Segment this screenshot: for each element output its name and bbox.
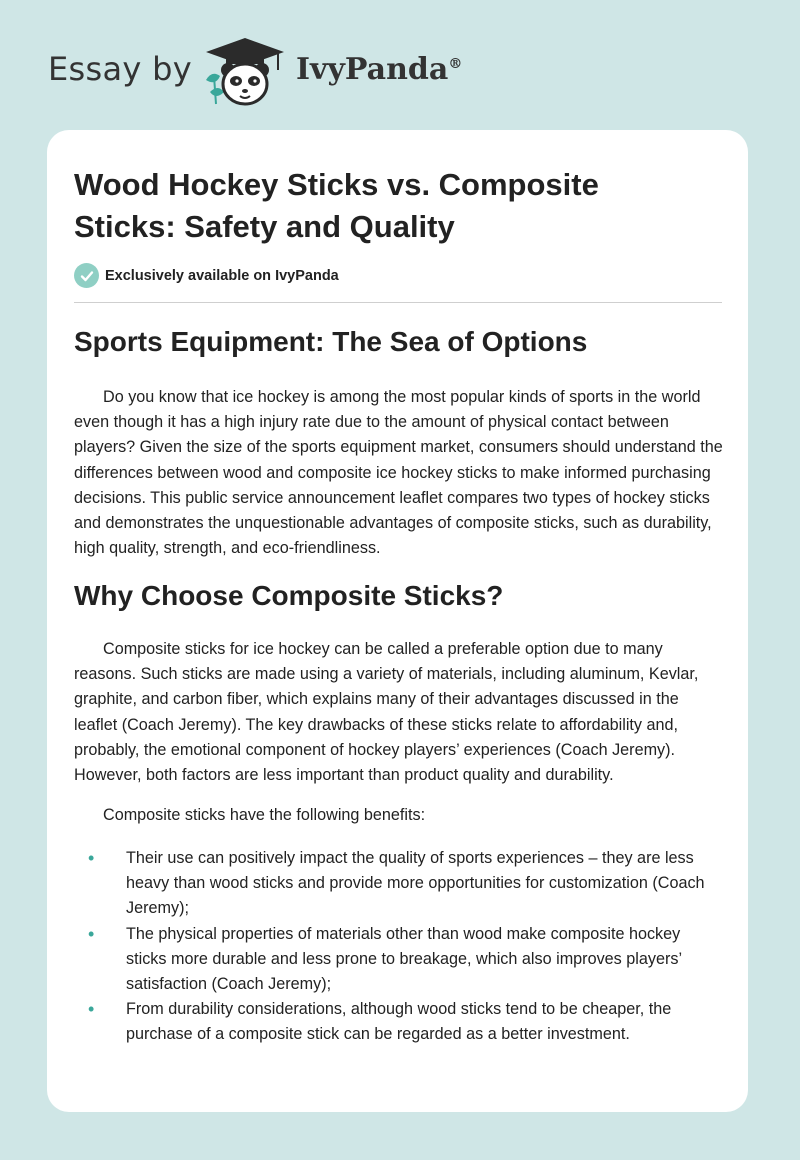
list-item	[74, 997, 724, 1047]
registered-mark: ®	[448, 56, 463, 72]
list-item	[74, 922, 724, 998]
essay-by-label: Essay by	[48, 50, 192, 88]
divider	[74, 302, 722, 303]
paragraph: Composite sticks for ice hockey can be called a preferable option due to many reasons. Such sticks are made using a variety of materials, including aluminum, Kevlar, graphite, and carbon fiber, which explains many of their advantages discussed in the leaflet (Coach Jeremy). The key drawbacks of these sticks relate to affordability and, probably, the emotional component of hockey players’ experiences (Coach Jeremy). However, both factors are less important than product quality and durability.	[74, 640, 699, 785]
panda-logo-icon[interactable]	[200, 36, 290, 108]
benefits-list	[74, 846, 724, 1048]
check-icon	[74, 263, 99, 288]
paragraph: Do you know that ice hockey is among the most popular kinds of sports in the world even though it has a high injury rate due to the amount of physical contact between players? Given the size of the sports equipment market, consumers should understand the differences between wood and composite ice hockey sticks to make informed purchasing decisions. This public service announcement leaflet compares two types of hockey sticks and demonstrates the unquestionable advantages of composite sticks, such as durability, high quality, strength, and eco-friendliness.	[74, 388, 723, 558]
bullet-icon: •	[88, 848, 95, 868]
badge-label: Exclusively available on IvyPanda	[105, 267, 339, 284]
list-item-text: From durability considerations, although wood sticks tend to be cheaper, the purchase of a composite stick can be regarded as a better investment.	[126, 1000, 672, 1044]
brand-text: IvyPanda	[296, 52, 449, 87]
brand-name[interactable]	[296, 52, 462, 87]
section-heading: Sports Equipment: The Sea of Options	[74, 326, 588, 357]
page-title: Wood Hockey Sticks vs. Composite Sticks: Safety and Quality	[74, 167, 599, 244]
paragraph: Composite sticks have the following benefits:	[103, 806, 426, 824]
section-heading: Why Choose Composite Sticks?	[74, 580, 504, 611]
list-item	[74, 846, 724, 922]
bullet-icon: •	[88, 923, 95, 944]
exclusive-badge	[74, 263, 339, 288]
article-card	[47, 130, 748, 1112]
site-header	[0, 0, 800, 130]
list-item-text: The physical properties of materials other than wood make composite hockey sticks more durable and less prone to breakage, which also improves players’ satisfaction (Coach Jeremy);	[126, 924, 682, 994]
list-item-text: Their use can positively impact the quality of sports experiences – they are less heavy than wood sticks and provide more opportunities for customization (Coach Jeremy);	[126, 849, 705, 918]
bullet-icon: •	[88, 999, 95, 1020]
